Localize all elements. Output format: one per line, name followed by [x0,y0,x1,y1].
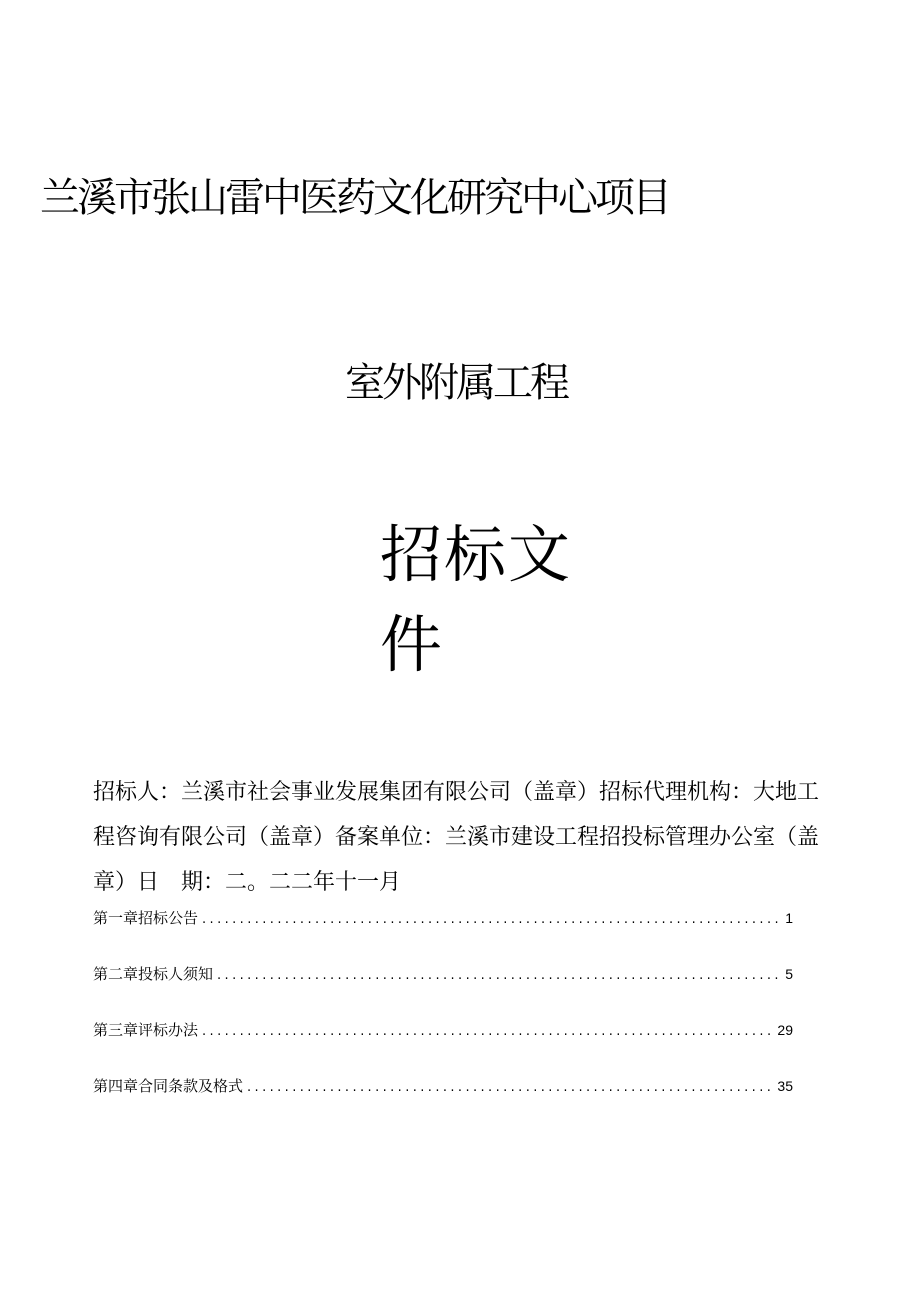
project-title: 兰溪市张山雷中医药文化研究中心项目 [40,175,669,221]
toc-entry-label: 第二章投标人须知 [93,965,214,983]
table-of-contents [93,904,793,1128]
document-type-title: 招标文件 [380,518,573,681]
toc-leader-dots [217,962,779,990]
toc-leader-dots [202,1018,773,1046]
toc-entry-label: 第一章招标公告 [93,909,199,927]
tender-info-paragraph: 招标人：兰溪市社会事业发展集团有限公司（盖章）招标代理机构：大地工程咨询有限公司（盖章）备案单位：兰溪市建设工程招投标管理办公室（盖章）日 期：二。二二年十一月 [93,780,820,895]
toc-leader-dots [247,1074,773,1102]
toc-entry-page: 35 [777,1078,793,1094]
toc-entry-label: 第四章合同条款及格式 [93,1077,244,1095]
toc-entry-chapter-1[interactable] [93,904,793,932]
toc-entry-page: 5 [785,966,793,982]
toc-entry-label: 第三章评标办法 [93,1021,199,1039]
toc-entry-page: 1 [785,910,793,926]
toc-entry-chapter-2[interactable] [93,960,793,988]
toc-leader-dots [202,906,779,934]
project-subtitle: 室外附属工程 [345,360,567,406]
toc-entry-page: 29 [777,1022,793,1038]
toc-entry-chapter-4[interactable] [93,1072,793,1100]
toc-entry-chapter-3[interactable] [93,1016,793,1044]
